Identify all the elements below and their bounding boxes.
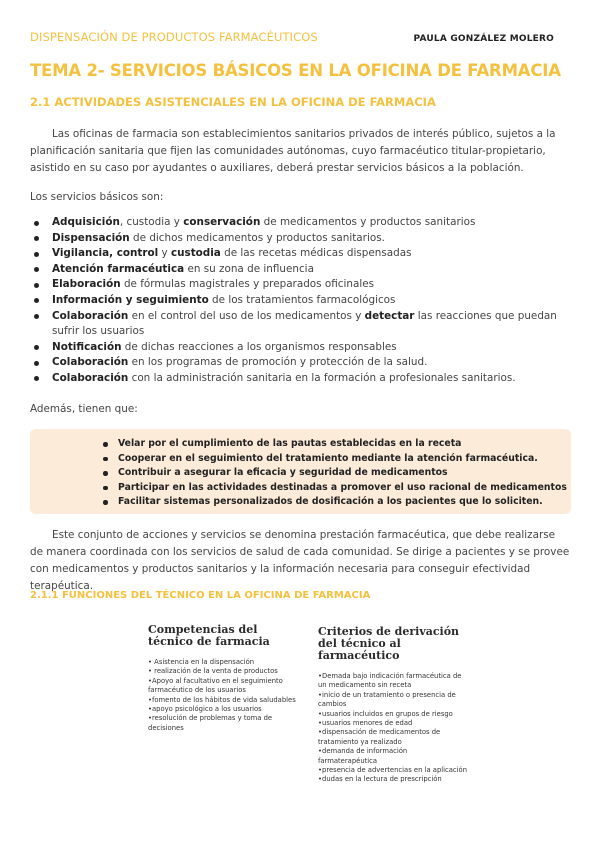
course-name: DISPENSACIÓN DE PRODUCTOS FARMACÉUTICOS [30,30,318,44]
duties-list [103,437,567,510]
service-item [32,262,562,278]
technician-list [148,658,298,733]
page-header [30,30,554,44]
service-keyword: conservación [183,216,261,228]
service-keyword: Colaboración [52,309,129,322]
technician-item: •resolución de problemas y toma de decisiones [148,714,273,732]
conclusion-paragraph: Este conjunto de acciones y servicios se denomina prestación farmacéutica, que debe realizarse de manera coordinada con los servicios de salud de cada comunidad. Se dirige a pacientes y se provee con medicamentos y productos sanitarios y la información necesaria para conseguir efectividad terapéutica. [30,529,570,592]
service-item [32,309,562,340]
service-text: de los tratamientos farmacológicos [208,293,396,306]
service-keyword: Atención farmacéutica [52,262,185,275]
duty-item: Cooperar en el seguimiento del tratamiento mediante la atención farmacéutica. [103,452,567,467]
service-text: de fórmulas magistrales y preparados oficinales [120,278,375,291]
service-item [32,246,562,262]
service-item [32,293,562,309]
service-item [32,371,562,387]
service-keyword: Información y seguimiento [52,293,209,306]
service-keyword: Dispensación [52,231,130,244]
referral-item: •usuarios menores de edad [318,719,413,728]
duty-item: Contribuir a asegurar la eficacia y seguridad de medicamentos [103,466,567,481]
author-name: PAULA GONZÁLEZ MOLERO [413,34,554,44]
service-text: de medicamentos y productos sanitarios [260,216,476,228]
section-heading: 2.1 ACTIVIDADES ASISTENCIALES EN LA OFICINA DE FARMACIA [30,95,436,109]
service-text: en los programas de promoción y protección de la salud. [128,356,428,369]
technician-competences [148,624,298,733]
technician-item: •fomento de los hábitos de vida saludables [148,695,296,704]
technician-item: •Apoyo al facultativo en el seguimiento farmacéutico de los usuarios [148,676,283,695]
duties-box [30,429,571,514]
referral-title: Criterios de derivación del técnico al farmacéutico [318,625,460,662]
service-text: en su zona de influencia [184,262,314,275]
service-item [32,231,562,247]
referral-item: •demanda de información farmaterapéutica [318,747,408,765]
service-item [32,355,562,371]
technician-item: •apoyo psicológico a los usuarios [148,705,262,714]
service-keyword: Colaboración [52,371,129,384]
also-intro: Además, tienen que: [30,403,138,415]
service-item [32,340,562,356]
service-keyword: custodia [170,247,221,260]
referral-criteria [318,626,468,785]
service-keyword: Colaboración [52,356,129,369]
service-keyword: Notificación [52,340,122,353]
referral-item: •dispensación de medicamentos de tratamiento ya realizado [318,728,441,746]
service-item [32,277,562,293]
duty-item: Velar por el cumplimiento de las pautas establecidas en la receta [103,437,567,452]
service-text: y [158,247,171,260]
page-title: TEMA 2- SERVICIOS BÁSICOS EN LA OFICINA DE FARMACIA [30,61,561,80]
referral-list [318,672,468,785]
service-keyword: detectar [364,309,415,322]
referral-item: •usuarios incluidos en grupos de riesgo [318,709,453,718]
service-text: de las recetas médicas dispensadas [220,247,412,260]
service-text: en el control del uso de los medicamentos y [128,309,365,322]
referral-item: •dudas en la lectura de prescripción [318,775,442,784]
referral-item: •presencia de advertencias en la aplicación [318,766,468,775]
service-text: con la administración sanitaria en la formación a profesionales sanitarios. [128,371,516,384]
intro-paragraph: Las oficinas de farmacia son establecimientos sanitarios privados de interés público, sujetos a la planificación sanitaria que fijen las comunidades autónomas, cuyo farmacéutico titular-propietario, asistido en su caso por ayudantes o auxiliares, deberá prestar servicios básicos a la población. [30,128,556,174]
service-keyword: Elaboración [52,278,121,291]
service-text: de dichos medicamentos y productos sanitarios. [129,231,385,244]
duty-item: Facilitar sistemas personalizados de dosificación a los pacientes que lo soliciten. [103,495,567,510]
service-item [32,215,562,231]
subsection-heading: 2.1.1 FUNCIONES DEL TÉCNICO EN LA OFICINA DE FARMACIA [30,590,371,601]
service-keyword: Adquisición [52,216,120,228]
service-keyword: Vigilancia, control [52,247,159,260]
technician-item: • realización de la venta de productos [148,667,278,676]
technician-title: Competencias del técnico de farmacia [148,623,270,648]
duty-item: Participar en las actividades destinadas a promover el uso racional de medicamentos [103,481,567,496]
services-intro: Los servicios básicos son: [30,191,164,203]
service-text: de dichas reacciones a los organismos responsables [121,340,397,353]
referral-item: •inicio de un tratamiento o presencia de cambios [318,690,456,709]
referral-item: •Demada bajo indicación farmacéutica de un medicamento sin receta [318,672,462,690]
technician-item: • Asistencia en la dispensación [148,658,255,666]
service-text: las reacciones que puedan sufrir los usuarios [52,309,557,338]
services-list [32,215,562,387]
service-text: , custodia y [119,216,184,228]
